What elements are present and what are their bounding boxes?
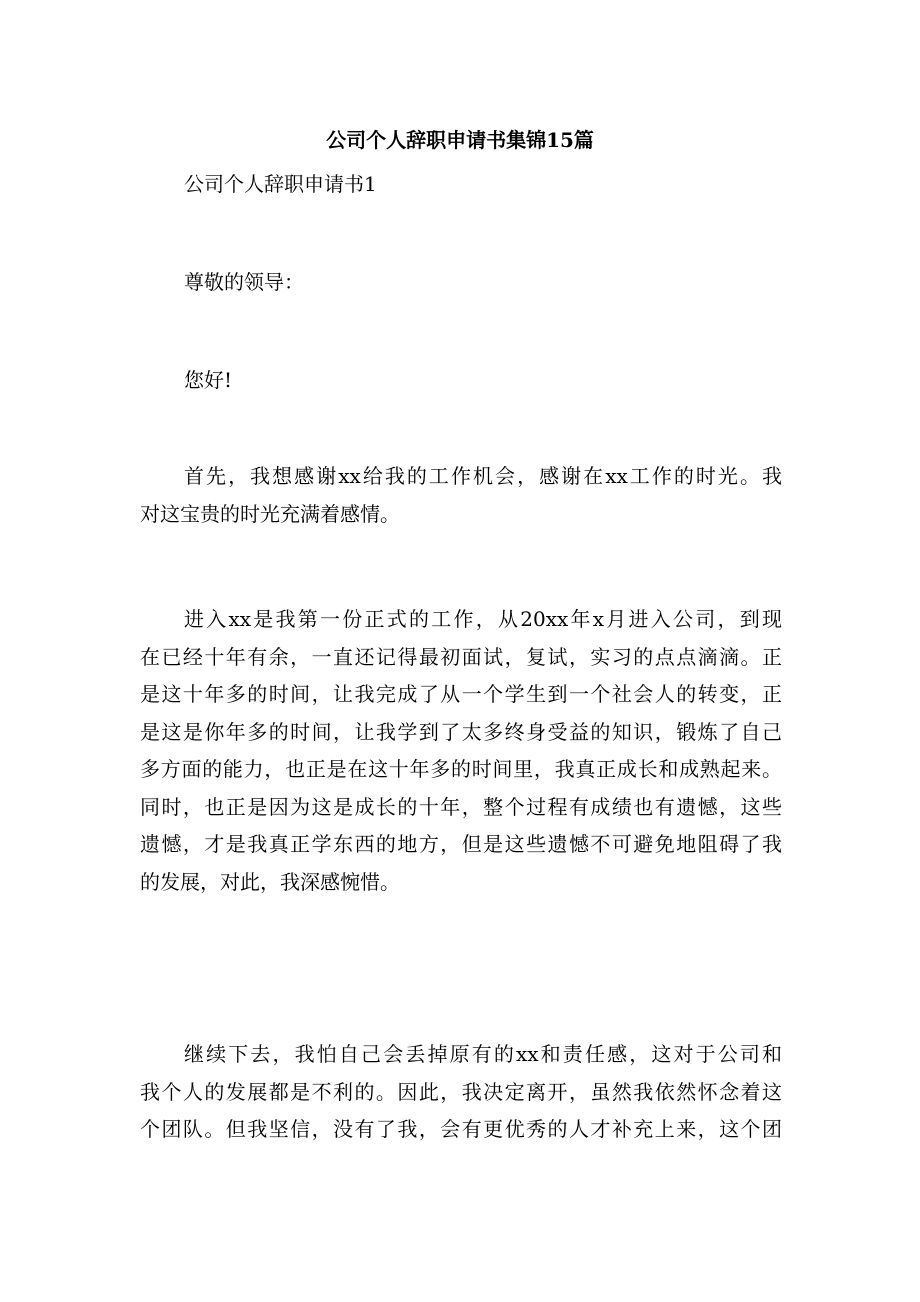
paragraph-line: 遗憾，才是我真正学东西的地方，但是这些遗憾不可避免地阻碍了我: [140, 832, 782, 856]
paragraph-line: 是这十年多的时间，让我完成了从一个学生到一个社会人的转变，正: [140, 682, 782, 706]
letter-heading: 公司个人辞职申请书1: [184, 172, 377, 196]
paragraph-line: 继续下去，我怕自己会丢掉原有的xx和责任感，这对于公司和: [184, 1042, 782, 1066]
paragraph-line: 是这是你年多的时间，让我学到了太多终身受益的知识，锻炼了自己: [140, 720, 782, 744]
paragraph-line: 的发展，对此，我深感惋惜。: [140, 870, 400, 894]
salutation: 尊敬的领导：: [184, 270, 304, 294]
paragraph-line: 首先，我想感谢xx给我的工作机会，感谢在xx工作的时光。我: [184, 464, 782, 488]
paragraph-line: 同时，也正是因为这是成长的十年，整个过程有成绩也有遗憾，这些: [140, 795, 782, 819]
paragraph-line: 多方面的能力，也正是在这十年多的时间里，我真正成长和成熟起来。: [140, 757, 782, 781]
greeting: 您好!: [184, 368, 233, 392]
paragraph-line: 进入xx是我第一份正式的工作，从20xx年x月进入公司，到现: [184, 607, 782, 631]
paragraph-line: 我个人的发展都是不利的。因此，我决定离开，虽然我依然怀念着这: [140, 1080, 782, 1104]
paragraph-line: 对这宝贵的时光充满着感情。: [140, 502, 400, 526]
document-title: 公司个人辞职申请书集锦15篇: [326, 128, 594, 152]
paragraph-line: 个团队。但我坚信，没有了我，会有更优秀的人才补充上来，这个团: [140, 1117, 782, 1141]
paragraph-line: 在已经十年有余，一直还记得最初面试，复试，实习的点点滴滴。正: [140, 645, 782, 669]
